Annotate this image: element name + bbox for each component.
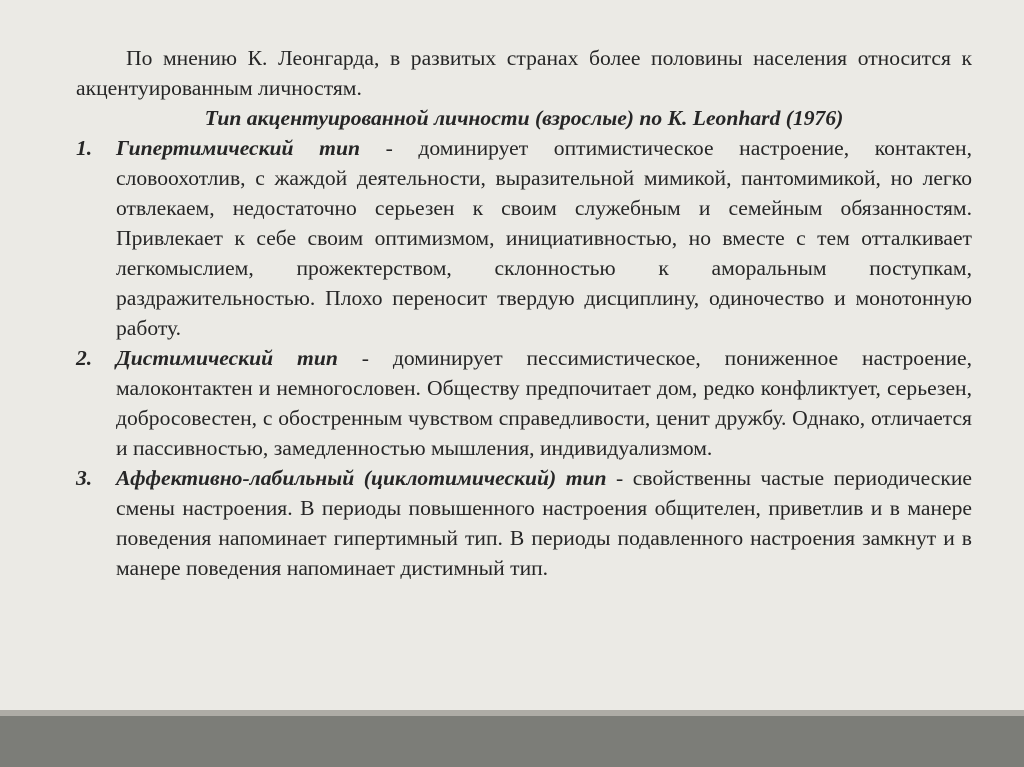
item-text: - свойственны частые периодические смены настроения. В периоды повышенного настроения общителен, приветлив и в манере поведения напоминает гипертимный тип. В периоды подавленного настроения замкнут и в манере поведения напоминает дистимный тип. <box>116 466 972 580</box>
footer-bar <box>0 716 1024 767</box>
item-number: 2. <box>76 346 93 370</box>
list-item <box>76 133 972 343</box>
item-term: Аффективно-лабильный (циклотимический) тип <box>116 466 607 490</box>
item-term: Гипертимический тип <box>116 136 360 160</box>
item-text: - доминирует оптимистическое настроение, контактен, словоохотлив, с жаждой деятельности, выразительной мимикой, пантомимикой, но легко отвлекаем, недостаточно серьезен к своим служебным и семейным обязанностям. Привлекает к себе своим оптимизмом, инициативностью, но вместе с тем отталкивает легкомыслием, прожектерством, склонностью к аморальным поступкам, раздражительностью. Плохо переносит твердую дисциплину, одиночество и монотонную работу. <box>116 136 972 340</box>
section-heading: Тип акцентуированной личности (взрослые) по K. Leonhard (1976) <box>204 106 844 130</box>
item-number: 1. <box>76 136 93 160</box>
list-item <box>76 343 972 463</box>
list-item <box>76 463 972 583</box>
item-term: Дистимический тип <box>116 346 338 370</box>
item-text: - доминирует пессимистическое, пониженное настроение, малоконтактен и немногословен. Обществу предпочитает дом, редко конфликтует, серьезен, добросовестен, с обостренным чувством справедливости, ценит дружбу. Однако, отличается и пассивностью, замедленностью мышления, индивидуализмом. <box>116 346 972 460</box>
item-number: 3. <box>76 466 93 490</box>
intro-paragraph: По мнению К. Леонгарда, в развитых странах более половины населения относится к акцентуированным личностям. <box>76 46 972 100</box>
slide-content <box>76 43 972 583</box>
